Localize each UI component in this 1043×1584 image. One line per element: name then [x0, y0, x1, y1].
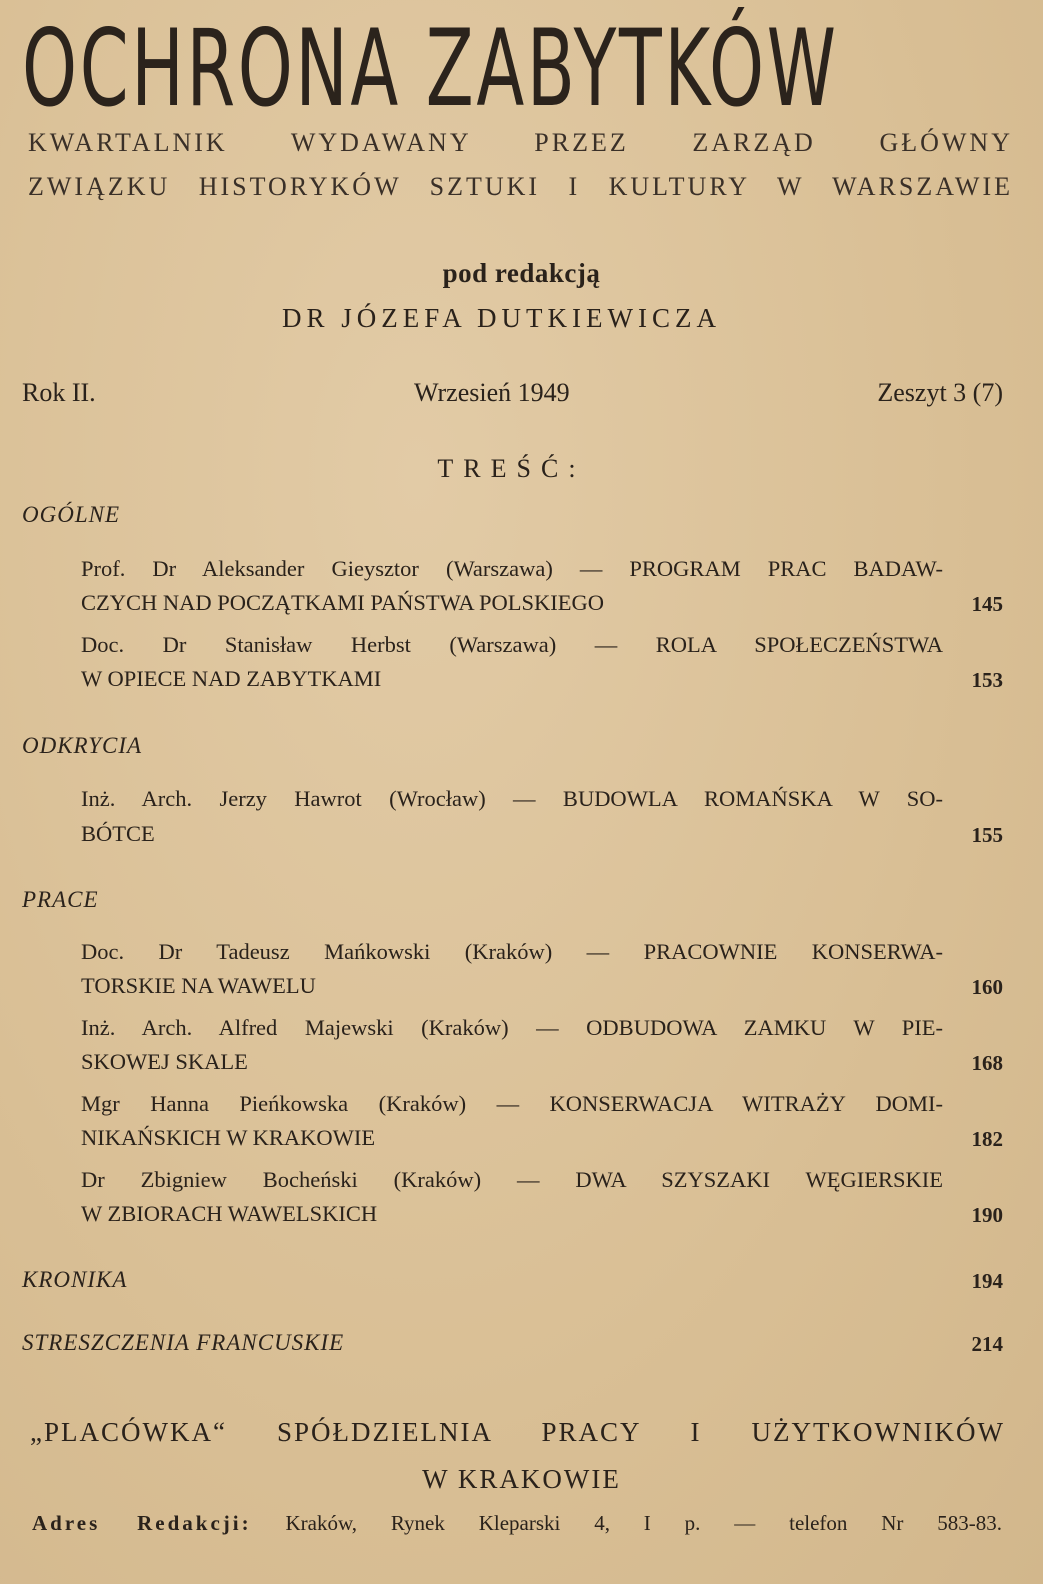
journal-subtitle-line-1: KWARTALNIK WYDAWANY PRZEZ ZARZĄD GŁÓWNY	[28, 128, 1013, 157]
toc-entry-line: CZYCH NAD POCZĄTKAMI PAŃSTWA POLSKIEGO	[81, 590, 604, 615]
journal-subtitle-line-2: ZWIĄZKU HISTORYKÓW SZTUKI I KULTURY W WARSZAWIE	[28, 172, 1013, 201]
publisher-line-2: W KRAKOWIE	[422, 1464, 621, 1494]
editorial-address	[32, 1511, 1002, 1536]
issue-number: Zeszyt 3 (7)	[877, 378, 1003, 407]
toc-entry-line: Inż. Arch. Jerzy Hawrot (Wrocław) — BUDOWLA ROMAŃSKA W SO-	[81, 786, 943, 811]
section-heading-prace: PRACE	[22, 887, 99, 912]
section-heading-streszczenia: STRESZCZENIA FRANCUSKIE	[22, 1330, 345, 1355]
toc-entry-line: BÓTCE	[81, 821, 155, 846]
issue-date: Wrzesień 1949	[414, 378, 570, 407]
toc-page-number: 194	[971, 1269, 1003, 1293]
toc-entry-line: W ZBIORACH WAWELSKICH	[81, 1201, 378, 1226]
toc-page-number: 153	[971, 668, 1003, 692]
editor-label: pod redakcją	[442, 258, 601, 288]
toc-page-number: 214	[971, 1332, 1003, 1356]
toc-page-number: 182	[971, 1127, 1003, 1151]
toc-entry-line: Prof. Dr Aleksander Gieysztor (Warszawa) — PROGRAM PRAC BADAW-	[81, 556, 943, 581]
issue-year: Rok II.	[22, 378, 96, 407]
section-heading-odkrycia: ODKRYCIA	[22, 733, 143, 758]
address-label: Adres Redakcji:	[32, 1511, 252, 1535]
section-heading-kronika: KRONIKA	[22, 1267, 128, 1292]
section-heading-ogolne: OGÓLNE	[22, 502, 121, 527]
journal-title: OCHRONA ZABYTKÓW	[22, 7, 839, 130]
toc-page-number: 190	[971, 1203, 1003, 1227]
toc-entry-line: NIKAŃSKICH W KRAKOWIE	[81, 1125, 376, 1150]
editor-name: DR JÓZEFA DUTKIEWICZA	[282, 303, 721, 333]
toc-entry-line: Mgr Hanna Pieńkowska (Kraków) — KONSERWACJA WITRAŻY DOMI-	[81, 1091, 943, 1116]
toc-title: TREŚĆ:	[437, 454, 586, 483]
publisher-line-1: „PLACÓWKA“ SPÓŁDZIELNIA PRACY I UŻYTKOWNIKÓW	[30, 1417, 1005, 1447]
toc-entry-line: Doc. Dr Stanisław Herbst (Warszawa) — ROLA SPOŁECZEŃSTWA	[81, 632, 943, 657]
toc-entry-line: Dr Zbigniew Bocheński (Kraków) — DWA SZYSZAKI WĘGIERSKIE	[81, 1167, 943, 1192]
toc-entry-line: TORSKIE NA WAWELU	[81, 973, 316, 998]
toc-entry-line: Inż. Arch. Alfred Majewski (Kraków) — ODBUDOWA ZAMKU W PIE-	[81, 1015, 943, 1040]
toc-page-number: 160	[971, 975, 1003, 999]
toc-entry-line: Doc. Dr Tadeusz Mańkowski (Kraków) — PRACOWNIE KONSERWA-	[81, 939, 943, 964]
toc-entry-line: SKOWEJ SKALE	[81, 1049, 248, 1074]
toc-entry-line: W OPIECE NAD ZABYTKAMI	[81, 666, 382, 691]
toc-page-number: 168	[971, 1051, 1003, 1075]
address-text: Kraków, Rynek Kleparski 4, I p. — telefon Nr 583-83.	[285, 1511, 1003, 1535]
toc-page-number: 145	[971, 592, 1003, 616]
toc-page-number: 155	[971, 823, 1003, 847]
